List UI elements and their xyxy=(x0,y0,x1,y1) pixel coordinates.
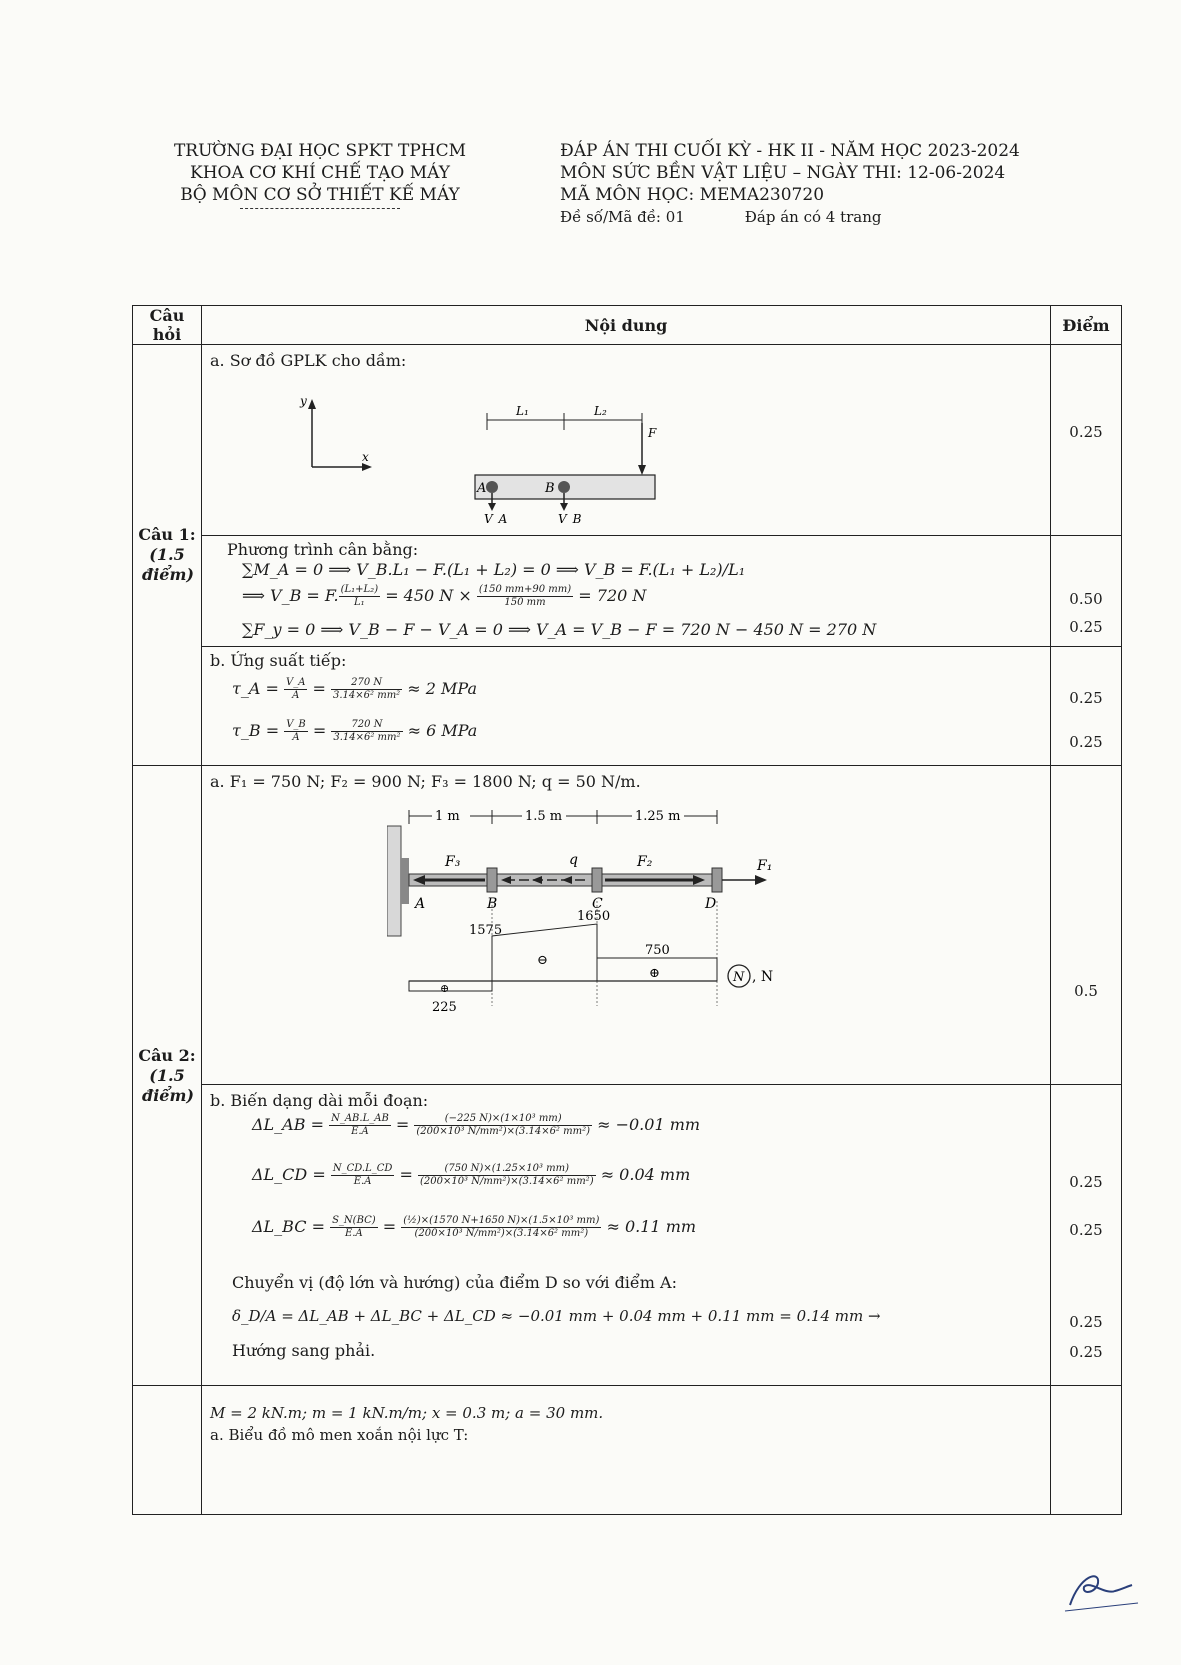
q1-a-score-cell xyxy=(1051,345,1122,536)
q1-a-score: 0.25 xyxy=(1069,423,1103,441)
q1-axis-y: y xyxy=(300,394,307,408)
q2-row-a xyxy=(133,766,1122,1085)
exam-pages: Đáp án có 4 trang xyxy=(744,208,882,226)
q1-eq2 xyxy=(242,584,646,609)
q1-label-cell xyxy=(133,345,202,766)
q2-b-title: b. Biến dạng dài mỗi đoạn: xyxy=(210,1091,429,1110)
q2-a-score-cell xyxy=(1051,766,1122,1085)
q2-dCD-score: 0.25 xyxy=(1069,1173,1103,1191)
q2-force-F3: F₃ xyxy=(445,854,461,870)
q1-eq-score-cell xyxy=(1051,536,1122,647)
q2-N-225: 225 xyxy=(432,1000,457,1015)
q2-N-750: 750 xyxy=(645,943,670,958)
q2-sign-AB: ⊕ xyxy=(440,982,450,995)
q1-eq2-score: 0.50 xyxy=(1069,590,1103,608)
exam-title: ĐÁP ÁN THI CUỐI KỲ - HK II - NĂM HỌC 2023-2024 xyxy=(560,141,1020,161)
q1-b-content xyxy=(202,647,1051,766)
q1-reaction-VB: V_B xyxy=(558,512,582,525)
q2-direction: Hướng sang phải. xyxy=(232,1341,376,1360)
q1-eq2-frac1: $\frac{\text{(L₁+L₂)}}{\text{L₁}}$ xyxy=(340,584,379,608)
q2-point-B: B xyxy=(487,896,498,912)
q1-reaction-VA: V_A xyxy=(484,512,508,525)
q2-label: Câu 2: xyxy=(138,1045,196,1065)
q2-dir-score: 0.25 xyxy=(1069,1343,1103,1361)
q3-given: M = 2 kN.m; m = 1 kN.m/m; x = 0.3 m; a = 30 mm. xyxy=(210,1404,604,1422)
answer-table xyxy=(132,305,1122,1515)
q2-label-cell xyxy=(133,766,202,1386)
q1-axis-x: x xyxy=(362,450,369,464)
q1-a-title: a. Sơ đồ GPLK cho dầm: xyxy=(210,351,407,370)
q1-eq3-score: 0.25 xyxy=(1069,618,1103,636)
q3-row xyxy=(133,1386,1122,1515)
q2-dCD: ΔL_CD = $\frac{N\_CD.L\_CD}{E.A}$ = $\frac{\text{(750 N)×(1.25×10³ mm)}}{\text{(200×10³ N/mm²)×(3.14×6² mm²)}}$ ≈ 0.04 mm xyxy=(252,1163,691,1187)
q1-points: (1.5 điểm) xyxy=(142,545,194,584)
q1-row-a xyxy=(133,345,1122,536)
q2-a-content xyxy=(202,766,1051,1085)
q1-eq2-lhs: ⟹ V_B = F. xyxy=(242,586,339,605)
q2-bar-diagram xyxy=(387,796,827,1076)
exam-course-code: MÃ MÔN HỌC: MEMA230720 xyxy=(560,185,825,205)
q2-dAB: ΔL_AB = $\frac{N\_AB.L\_AB}{E.A}$ = $\frac{\text{(−225 N)×(1×10³ mm)}}{\text{(200×10³ N/mm²)×(3.14×6² mm²)}}$ ≈ −0.01 mm xyxy=(252,1113,701,1137)
q1-axes xyxy=(299,394,372,471)
q1-eq2-mid: = 450 N × xyxy=(385,586,472,605)
exam-meta xyxy=(560,206,1120,228)
q1-point-A: A xyxy=(477,481,487,496)
q2-N-1650: 1650 xyxy=(577,909,611,924)
col-content: Nội dung xyxy=(202,306,1051,345)
q1-eq1: ∑M_A = 0 ⟹ V_B.L₁ − F.(L₁ + L₂) = 0 ⟹ V_B = F.(L₁ + L₂)/L₁ xyxy=(242,560,746,579)
q2-force-F2: F₂ xyxy=(637,854,653,870)
q2-N-circle: N xyxy=(733,970,745,985)
q3-label-cell xyxy=(133,1386,202,1515)
header-divider xyxy=(240,208,400,209)
header-school xyxy=(150,140,490,209)
q3-score-cell xyxy=(1051,1386,1122,1515)
q3-content xyxy=(202,1386,1051,1515)
q1-dim-L2: L₂ xyxy=(594,404,607,418)
q2-N-unit: , N xyxy=(752,969,774,985)
q2-disp-score: 0.25 xyxy=(1069,1313,1103,1331)
q1-eq2-rhs: = 720 N xyxy=(578,586,647,605)
q1-tauB: τ_B = $\frac{V\_B}{A}$ = $\frac{720 N}{\text{3.14×6² mm²}}$ ≈ 6 MPa xyxy=(232,719,478,743)
q1-b-score-cell xyxy=(1051,647,1122,766)
q2-disp-title: Chuyển vị (độ lớn và hướng) của điểm D so với điểm A: xyxy=(232,1273,677,1292)
q3-a-title: a. Biểu đồ mô men xoắn nội lực T: xyxy=(210,1426,469,1444)
q1-row-eq xyxy=(133,536,1122,647)
exam-code: Đề số/Mã đề: 01 xyxy=(560,208,685,226)
q2-point-C: C xyxy=(592,896,603,912)
q2-disp-eq: δ_D/A = ΔL_AB + ΔL_BC + ΔL_CD ≈ −0.01 mm + 0.04 mm + 0.11 mm = 0.14 mm → xyxy=(232,1307,881,1325)
q2-a-score: 0.5 xyxy=(1074,982,1098,1000)
q2-row-b xyxy=(133,1085,1122,1386)
q1-tauA-score: 0.25 xyxy=(1069,689,1103,707)
q2-force-F1: F₁ xyxy=(757,858,773,874)
col-score: Điểm xyxy=(1051,306,1122,345)
q1-eq-title: Phương trình cân bằng: xyxy=(227,540,419,559)
q1-b-title: b. Ứng suất tiếp: xyxy=(210,651,347,670)
q2-load-q: q xyxy=(569,852,578,868)
q2-axial-force-diagram xyxy=(409,901,773,1015)
q1-tauA: τ_A = $\frac{V\_A}{A}$ = $\frac{270 N}{\text{3.14×6² mm²}}$ ≈ 2 MPa xyxy=(232,677,478,701)
q2-dim-1: 1 m xyxy=(435,809,460,824)
q2-b-score-cell xyxy=(1051,1085,1122,1386)
q1-dim-L1: L₁ xyxy=(516,404,529,418)
q1-a-content xyxy=(202,345,1051,536)
q2-sign-CD: ⊕ xyxy=(649,966,660,981)
q1-tauB-score: 0.25 xyxy=(1069,733,1103,751)
header-exam xyxy=(560,140,1120,228)
q2-dim-3: 1.25 m xyxy=(635,809,681,824)
q1-point-B: B xyxy=(545,481,555,496)
department-name: BỘ MÔN CƠ SỞ THIẾT KẾ MÁY xyxy=(180,185,460,205)
school-name: TRƯỜNG ĐẠI HỌC SPKT TPHCM xyxy=(173,141,467,161)
q2-dBC: ΔL_BC = $\frac{S\_N(BC)}{E.A}$ = $\frac{\text{(½)×(1570 N+1650 N)×(1.5×10³ mm)}}{\text{(200×10³ N/mm²)×(3.14×6² mm²)}}$ ≈ 0.11 mm xyxy=(252,1215,697,1239)
q2-dim-2: 1.5 m xyxy=(525,809,563,824)
q2-a-title: a. F₁ = 750 N; F₂ = 900 N; F₃ = 1800 N; q = 50 N/m. xyxy=(210,772,641,791)
faculty-name: KHOA CƠ KHÍ CHẾ TẠO MÁY xyxy=(190,163,450,183)
col-question: Câu hỏi xyxy=(133,306,202,345)
q1-beam-diagram xyxy=(292,375,752,525)
q2-point-A: A xyxy=(415,896,426,912)
q2-point-D: D xyxy=(705,896,717,912)
q2-b-content xyxy=(202,1085,1051,1386)
q1-label: Câu 1: xyxy=(138,525,196,544)
signature xyxy=(1060,1565,1140,1615)
q1-eq-content xyxy=(202,536,1051,647)
q1-eq2-frac2: $\frac{(150 mm+90 mm)}{150 mm}$ xyxy=(478,584,572,608)
exam-subject: MÔN SỨC BỀN VẬT LIỆU – NGÀY THI: 12-06-2024 xyxy=(560,163,1006,183)
q1-row-b xyxy=(133,647,1122,766)
table-header-row xyxy=(133,306,1122,345)
q1-force-F: F xyxy=(648,426,657,440)
q2-sign-BC: ⊖ xyxy=(537,953,548,968)
q2-points: (1.5 điểm) xyxy=(142,1065,194,1105)
q1-eq3: ∑F_y = 0 ⟹ V_B − F − V_A = 0 ⟹ V_A = V_B − F = 720 N − 450 N = 270 N xyxy=(242,620,877,639)
q2-N-1575: 1575 xyxy=(469,923,503,938)
q2-dBC-score: 0.25 xyxy=(1069,1221,1103,1239)
